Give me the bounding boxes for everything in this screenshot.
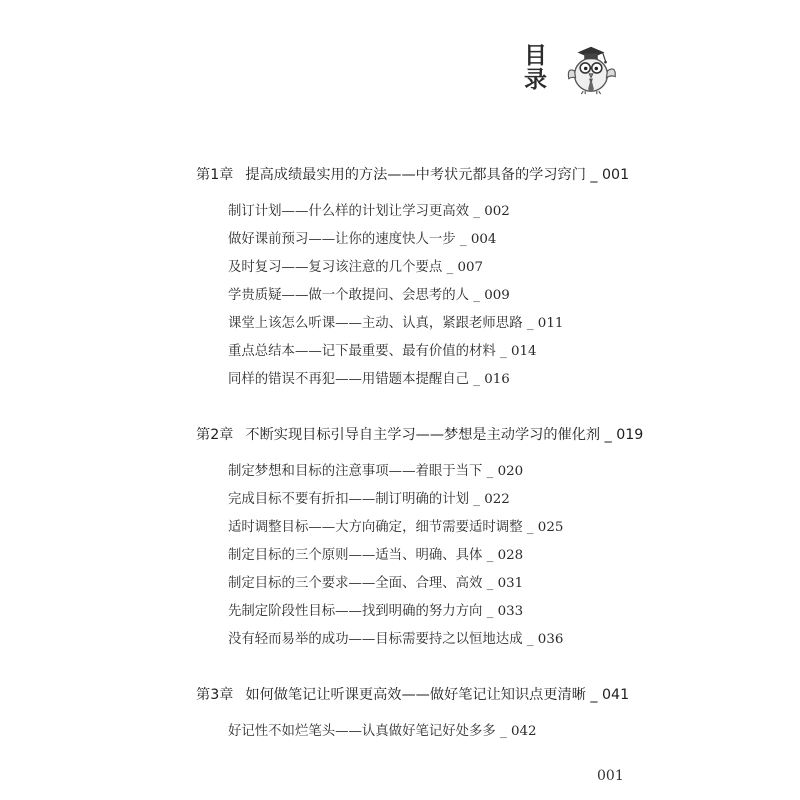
toc-entry: 同样的错误不再犯——用错题本提醒自己 _ 016 xyxy=(228,372,510,387)
toc-entry: 完成目标不要有折扣——制订明确的计划 _ 022 xyxy=(228,492,510,507)
toc-entry: 好记性不如烂笔头——认真做好笔记好处多多 _ 042 xyxy=(228,724,537,739)
toc-entry: 课堂上该怎么听课——主动、认真，紧跟老师思路 _ 011 xyxy=(228,316,564,331)
title-char-2: 录 xyxy=(524,67,547,93)
toc-entry: 学贵质疑——做一个敢提问、会思考的人 _ 009 xyxy=(228,288,510,303)
chapter-number: 第1章 xyxy=(196,167,234,183)
toc-entry: 没有轻而易举的成功——目标需要持之以恒地达成 _ 036 xyxy=(228,632,564,647)
chapter-heading-3 xyxy=(196,684,629,704)
chapter-number: 第2章 xyxy=(196,427,234,443)
toc-entry: 制定目标的三个要求——全面、合理、高效 _ 031 xyxy=(228,576,524,591)
page-number: 001 xyxy=(597,768,624,784)
page-title xyxy=(524,44,554,92)
chapter-title: 提高成绩最实用的方法——中考状元都具备的学习窍门 _ 001 xyxy=(245,167,630,183)
toc-entry: 制定梦想和目标的注意事项——着眼于当下 _ 020 xyxy=(228,464,524,479)
chapter-number: 第3章 xyxy=(196,687,234,703)
toc-entry: 重点总结本——记下最重要、最有价值的材料 _ 014 xyxy=(228,344,537,359)
toc-entry: 制订计划——什么样的计划让学习更高效 _ 002 xyxy=(228,204,510,219)
chapter-heading-2 xyxy=(196,424,643,444)
toc-entry: 先制定阶段性目标——找到明确的努力方向 _ 033 xyxy=(228,604,524,619)
toc-entry: 适时调整目标——大方向确定，细节需要适时调整 _ 025 xyxy=(228,520,564,535)
toc-entry: 及时复习——复习该注意的几个要点 _ 007 xyxy=(228,260,484,275)
toc-entry: 制定目标的三个原则——适当、明确、具体 _ 028 xyxy=(228,548,524,563)
chapter-title: 不断实现目标引导自主学习——梦想是主动学习的催化剂 _ 019 xyxy=(245,427,644,443)
toc-entry: 做好课前预习——让你的速度快人一步 _ 004 xyxy=(228,232,497,247)
title-char-1: 目 xyxy=(524,43,547,69)
owl-scholar-icon xyxy=(562,38,620,96)
chapter-title: 如何做笔记让听课更高效——做好笔记让知识点更清晰 _ 041 xyxy=(245,687,630,703)
chapter-heading-1 xyxy=(196,164,629,184)
